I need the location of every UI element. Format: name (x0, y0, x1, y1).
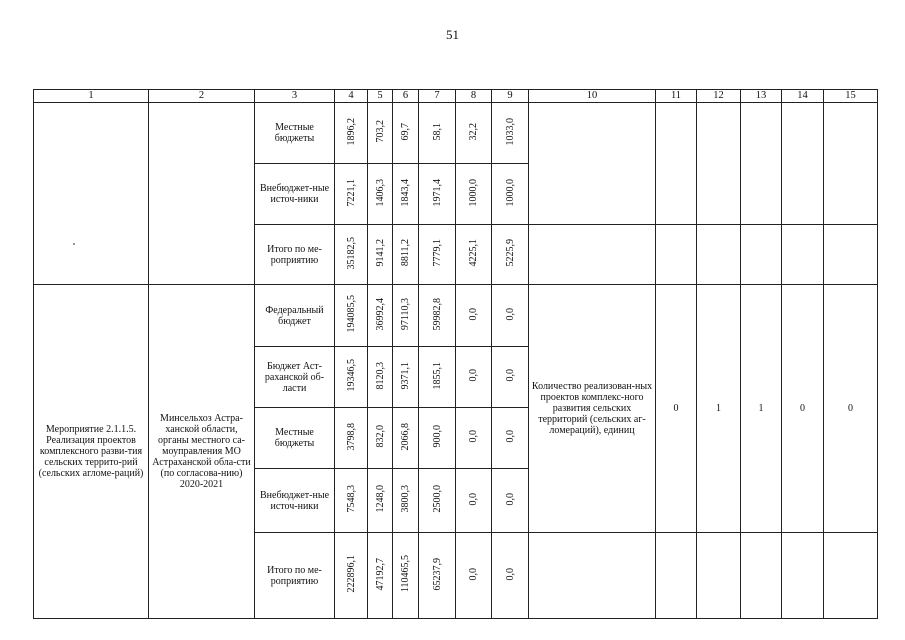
value-year-2022: 0,0 (468, 567, 479, 581)
value-year-2019: 9141,2 (374, 239, 386, 267)
indicator-cell-empty (529, 225, 656, 285)
funding-source: Федеральный бюджет (255, 285, 335, 347)
value-year-2020: 1843,4 (400, 178, 411, 207)
value-year-2023: 1000,0 (504, 178, 516, 207)
value-year-2019: 36992,4 (374, 297, 386, 331)
value-year-2022: 0,0 (468, 430, 479, 443)
executor-cell (149, 285, 255, 619)
funding-source: Итого по ме-роприятию (255, 225, 335, 285)
value-year-2020: 69,7 (400, 122, 411, 141)
funding-source: Итого по ме-роприятию (255, 533, 335, 619)
target-cell-empty (782, 225, 824, 285)
value-total: 19346,5 (345, 359, 357, 392)
value-cell (456, 533, 492, 619)
value-year-2021: 59982,8 (431, 297, 443, 331)
value-year-2022: 0,0 (468, 492, 479, 506)
value-cell (492, 347, 529, 408)
value-cell (393, 533, 419, 619)
value-year-2019: 1248,0 (374, 485, 386, 513)
value-year-2020: 9371,1 (400, 361, 411, 390)
value-year-2021: 58,1 (431, 122, 443, 141)
value-year-2023: 0,0 (504, 307, 516, 321)
value-year-2021: 2500,0 (431, 485, 443, 513)
value-year-2020: 8811,2 (400, 239, 411, 267)
value-cell (335, 469, 368, 533)
value-total: 194085,5 (345, 295, 357, 333)
value-cell (393, 225, 419, 285)
value-year-2019: 1406,3 (374, 178, 386, 207)
value-cell (456, 225, 492, 285)
value-year-2019: 703,2 (374, 120, 386, 143)
value-year-2019: 8120,3 (374, 361, 386, 390)
value-cell (393, 285, 419, 347)
target-value: 1 (741, 285, 782, 533)
value-year-2019: 832,0 (374, 425, 386, 448)
value-year-2021: 1855,1 (431, 361, 443, 390)
value-year-2021: 900,0 (431, 425, 443, 448)
event-name: Мероприятие 2.1.1.5. Реализация проектов комплексного разви-тия сельских террито-рий (сельских агломе-раций) (34, 285, 149, 619)
column-header: 10 (529, 90, 656, 103)
target-cell-empty (656, 225, 697, 285)
program-table (33, 89, 878, 619)
target-cell-empty (741, 103, 782, 225)
value-total: 222896,1 (345, 555, 357, 593)
column-header: 9 (492, 90, 529, 103)
funding-source: Местные бюджеты (255, 408, 335, 469)
value-cell (419, 469, 456, 533)
value-year-2021: 1971,4 (431, 178, 443, 207)
value-cell (419, 164, 456, 225)
value-cell (492, 225, 529, 285)
value-year-2023: 0,0 (504, 369, 516, 382)
value-cell (419, 533, 456, 619)
target-cell-empty (741, 533, 782, 619)
funding-source: Местные бюджеты (255, 103, 335, 164)
indicator-name: Количество реализован-ных проектов комплекс-ного развития сельских территорий (сельских аг-ломераций), единиц (529, 285, 656, 533)
value-year-2020: 3800,3 (400, 485, 411, 513)
value-cell (456, 469, 492, 533)
target-value: 0 (782, 285, 824, 533)
value-cell (335, 347, 368, 408)
value-year-2019: 47192,7 (374, 557, 386, 591)
value-cell (456, 103, 492, 164)
value-year-2023: 0,0 (504, 567, 516, 581)
value-year-2023: 5225,9 (504, 239, 516, 267)
value-year-2022: 32,2 (468, 122, 479, 141)
value-cell (393, 103, 419, 164)
column-header: 4 (335, 90, 368, 103)
funding-source: Бюджет Аст-раханской об-ласти (255, 347, 335, 408)
target-cell-empty (656, 533, 697, 619)
value-cell (368, 285, 393, 347)
value-total: 7221,1 (345, 178, 357, 207)
value-cell (368, 408, 393, 469)
value-cell (393, 164, 419, 225)
value-cell (393, 408, 419, 469)
target-cell-empty (824, 533, 878, 619)
scan-speck (73, 243, 75, 245)
event-cell-empty (34, 103, 149, 285)
value-cell (492, 469, 529, 533)
indicator-cell-empty (529, 103, 656, 225)
value-cell (419, 103, 456, 164)
value-cell (368, 469, 393, 533)
value-cell (393, 347, 419, 408)
funding-source: Внебюджет-ные источ-ники (255, 469, 335, 533)
value-year-2023: 0,0 (504, 492, 516, 506)
value-year-2021: 65237,9 (431, 557, 443, 591)
value-year-2022: 1000,0 (468, 178, 479, 207)
column-header: 15 (824, 90, 878, 103)
value-cell (456, 285, 492, 347)
value-cell (368, 164, 393, 225)
value-cell (492, 533, 529, 619)
indicator-cell-empty (529, 533, 656, 619)
value-cell (335, 533, 368, 619)
value-cell (419, 285, 456, 347)
column-header: 14 (782, 90, 824, 103)
column-header: 2 (149, 90, 255, 103)
implementation-period: 2020-2021 (179, 479, 224, 490)
column-header: 5 (368, 90, 393, 103)
executor-cell-empty (149, 103, 255, 285)
target-cell-empty (824, 225, 878, 285)
target-cell-empty (697, 103, 741, 225)
table-row (34, 103, 878, 164)
target-cell-empty (824, 103, 878, 225)
target-value: 0 (656, 285, 697, 533)
value-cell (419, 347, 456, 408)
value-cell (492, 103, 529, 164)
value-cell (368, 533, 393, 619)
value-cell (492, 164, 529, 225)
value-year-2020: 110465,5 (400, 555, 411, 593)
page-number: 51 (446, 27, 459, 42)
value-year-2020: 2066,8 (400, 422, 411, 451)
column-header: 7 (419, 90, 456, 103)
executor-name: Минсельхоз Астра-ханской области, органы местного са-моуправления МО Астраханской обла-сти (по согласова-нию) (152, 413, 251, 479)
target-cell-empty (782, 103, 824, 225)
value-cell (456, 164, 492, 225)
column-header: 6 (393, 90, 419, 103)
value-year-2023: 1033,0 (504, 117, 516, 146)
column-header: 3 (255, 90, 335, 103)
value-cell (419, 408, 456, 469)
target-cell-empty (697, 533, 741, 619)
value-cell (368, 225, 393, 285)
value-total: 7548,3 (345, 485, 357, 513)
value-cell (492, 285, 529, 347)
value-total: 3798,8 (345, 422, 357, 451)
value-cell (368, 103, 393, 164)
value-cell (335, 225, 368, 285)
column-header: 8 (456, 90, 492, 103)
target-cell-empty (656, 103, 697, 225)
column-header: 12 (697, 90, 741, 103)
value-cell (335, 103, 368, 164)
target-value: 1 (697, 285, 741, 533)
value-year-2020: 97110,3 (400, 297, 411, 331)
target-cell-empty (697, 225, 741, 285)
column-header: 11 (656, 90, 697, 103)
value-cell (335, 164, 368, 225)
value-cell (419, 225, 456, 285)
value-cell (335, 408, 368, 469)
column-header: 1 (34, 90, 149, 103)
funding-source: Внебюджет-ные источ-ники (255, 164, 335, 225)
target-cell-empty (741, 225, 782, 285)
column-header: 13 (741, 90, 782, 103)
value-year-2022: 0,0 (468, 307, 479, 321)
value-cell (368, 347, 393, 408)
value-cell (492, 408, 529, 469)
value-cell (393, 469, 419, 533)
value-cell (456, 347, 492, 408)
target-cell-empty (782, 533, 824, 619)
value-cell (335, 285, 368, 347)
value-total: 35182,5 (345, 236, 357, 270)
value-cell (456, 408, 492, 469)
value-year-2021: 7779,1 (431, 239, 443, 267)
value-year-2022: 4225,1 (468, 239, 479, 267)
value-total: 1896,2 (345, 117, 357, 146)
target-value: 0 (824, 285, 878, 533)
value-year-2022: 0,0 (468, 369, 479, 382)
table-row (34, 285, 878, 347)
column-header-row (34, 90, 878, 103)
value-year-2023: 0,0 (504, 430, 516, 443)
